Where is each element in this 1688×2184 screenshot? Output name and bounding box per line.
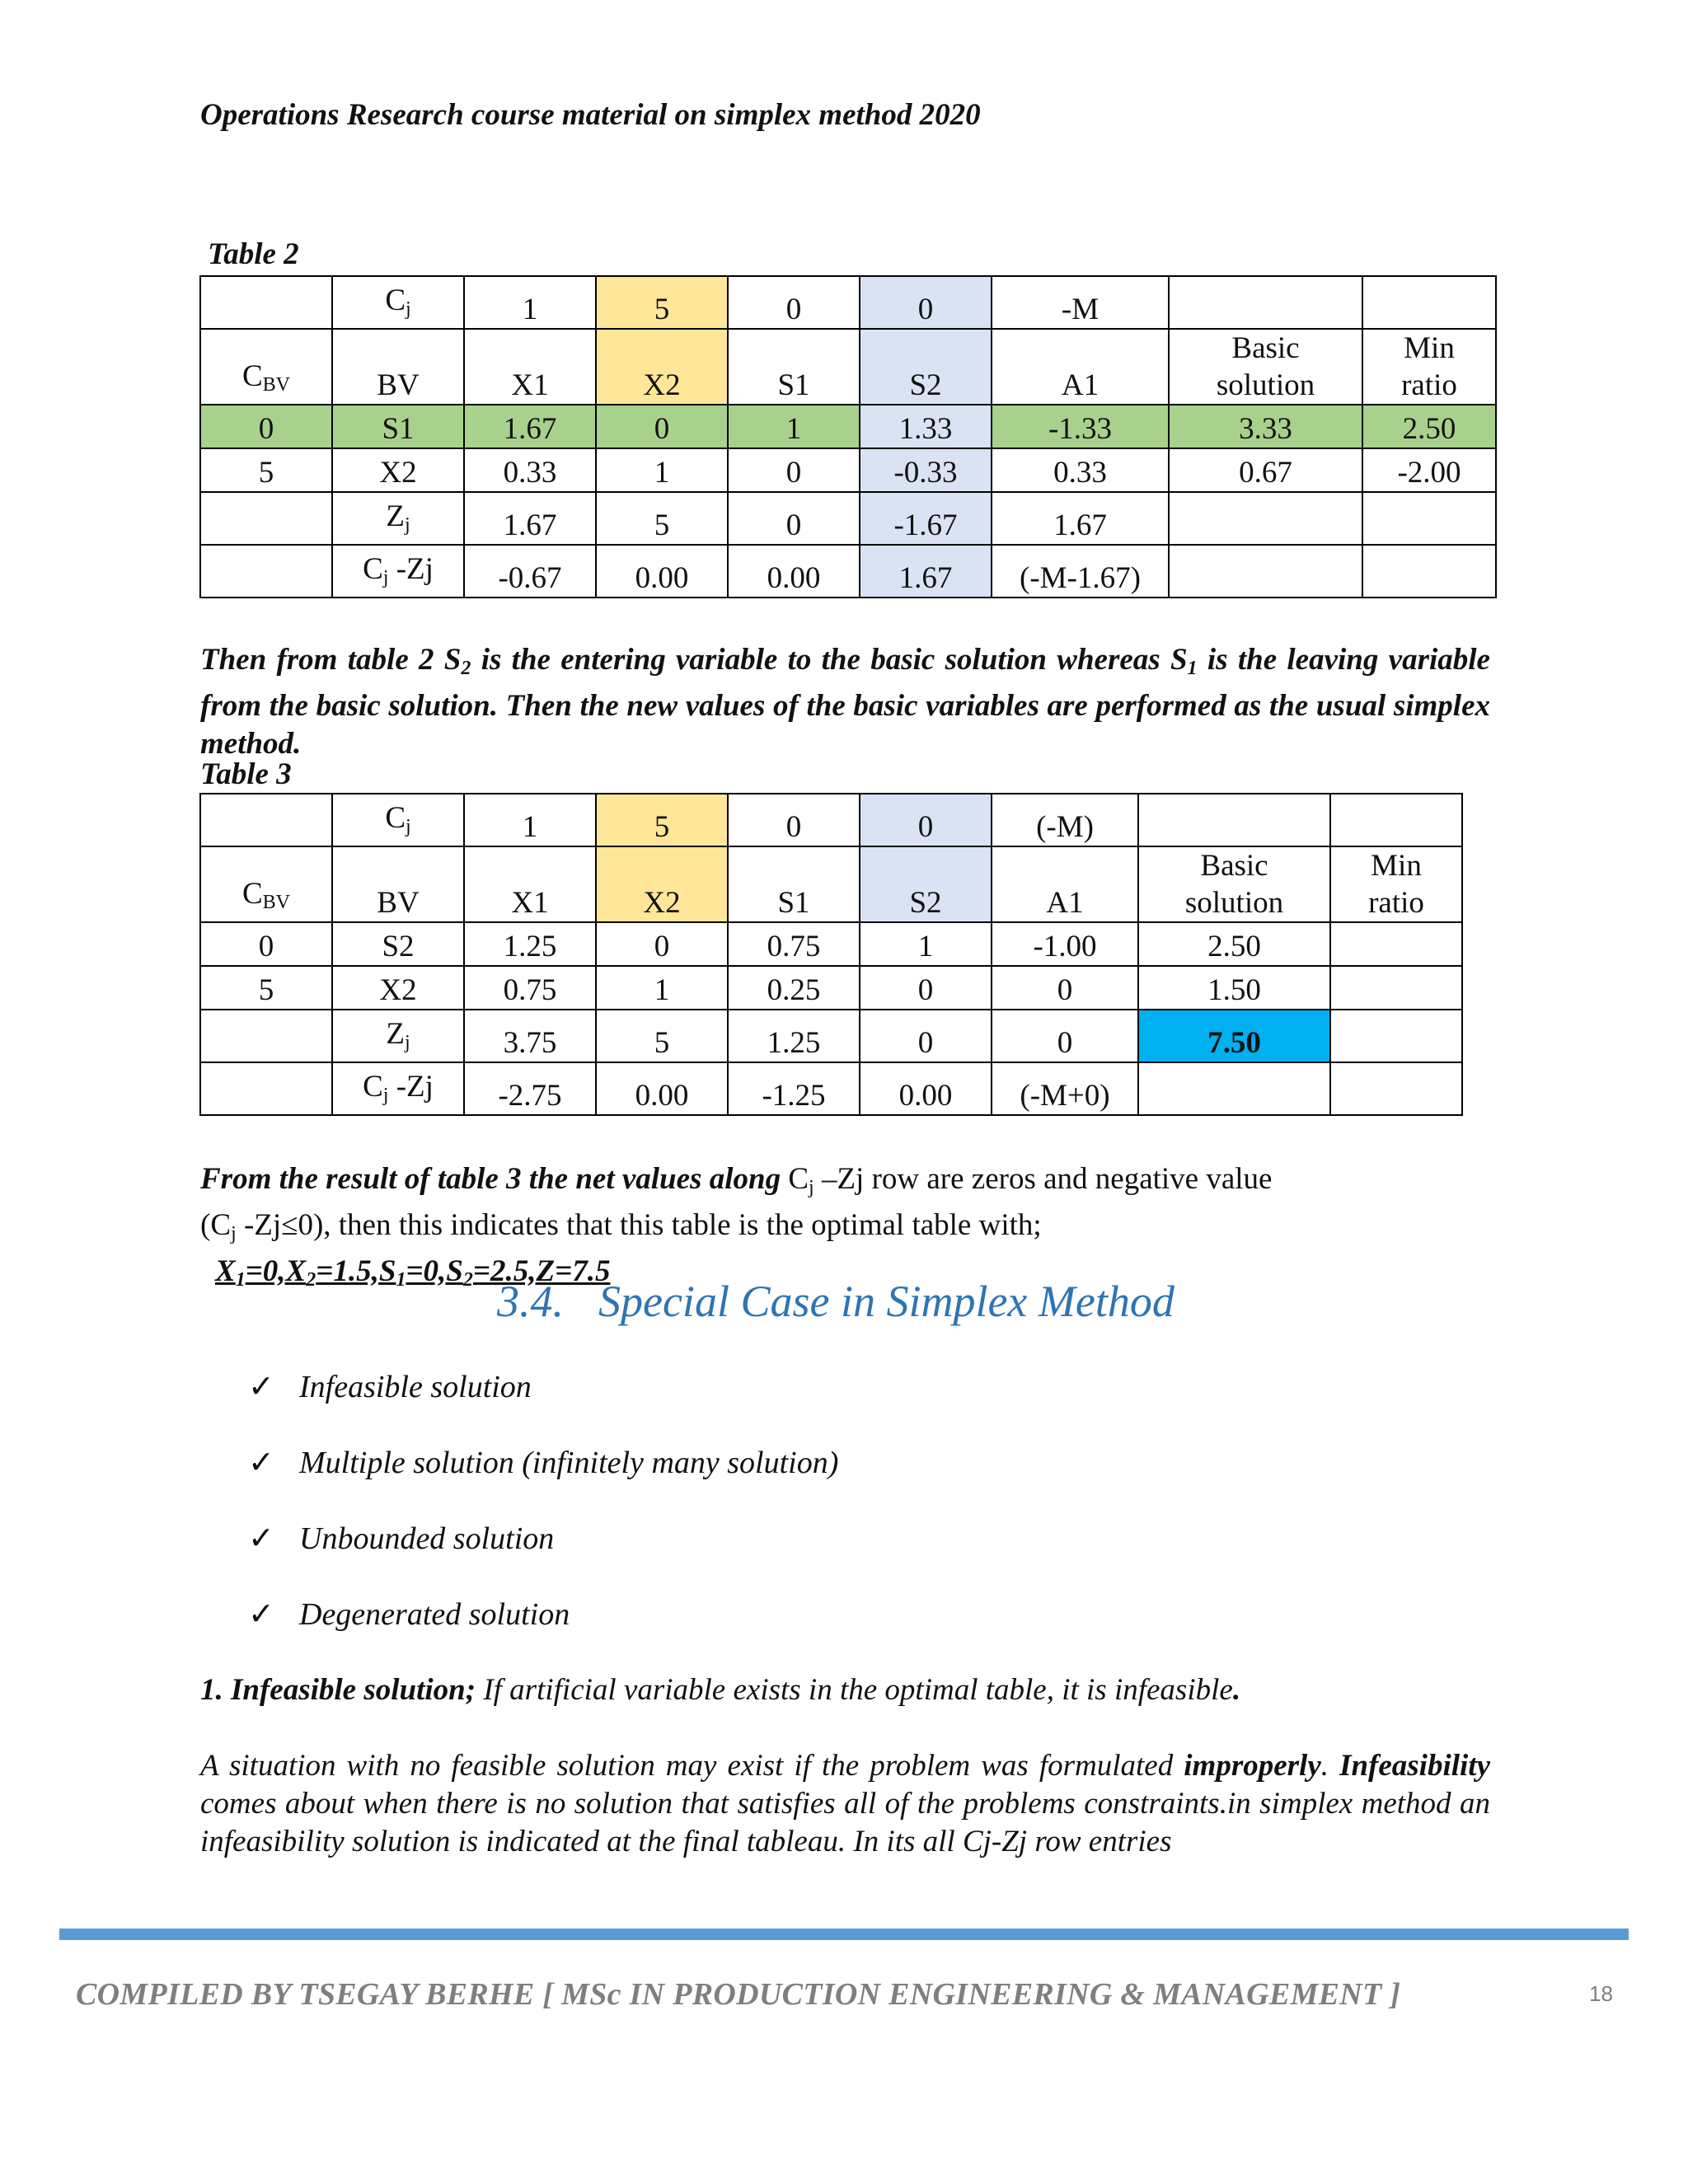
cell: S1: [728, 846, 860, 922]
cell: [200, 492, 332, 545]
cbv-header: $C_{BV}$: [200, 329, 332, 405]
cell: [1138, 794, 1330, 846]
page-number: 18: [1589, 1981, 1613, 2006]
cell: -2.00: [1362, 448, 1496, 492]
cell: [1330, 1062, 1462, 1115]
cell: 0.00: [728, 545, 860, 598]
cell: 0.67: [1169, 448, 1362, 492]
cell: S2: [332, 922, 464, 966]
cell: Basic solution: [1169, 329, 1362, 405]
check-icon: ✓: [248, 1597, 274, 1632]
cell: S1: [332, 405, 464, 448]
cell: -1.67: [860, 492, 992, 545]
footer-text: COMPILED BY TSEGAY BERHE [ MSc IN PRODUCTION ENGINEERING & MANAGEMENT ]: [76, 1977, 1401, 2012]
cbv-header: $C_{BV}$: [200, 846, 332, 922]
cell: S2: [860, 329, 992, 405]
cell: 0.33: [464, 448, 596, 492]
cell: 5: [200, 966, 332, 1010]
cell: 1.33: [860, 405, 992, 448]
check-icon: ✓: [248, 1521, 274, 1556]
list-item: ✓ Multiple solution (infinitely many solution): [248, 1446, 839, 1480]
cj-zj-row: [200, 545, 1496, 598]
table-row: [200, 405, 1496, 448]
cj-label: $C_j$: [332, 794, 464, 846]
cell: -0.33: [860, 448, 992, 492]
running-header: Operations Research course material on simplex method 2020: [200, 98, 981, 132]
cell: 0: [860, 966, 992, 1010]
cj-label: $C_j$: [332, 276, 464, 329]
cell: 0.25: [728, 966, 860, 1010]
cell: 0.00: [596, 545, 728, 598]
cell: -2.75: [464, 1062, 596, 1115]
cell: 0.00: [596, 1062, 728, 1115]
cell: 0: [728, 794, 860, 846]
cell: (-M-1.67): [992, 545, 1169, 598]
zj-row: [200, 1010, 1462, 1062]
cell: [1169, 545, 1362, 598]
cell: 5: [596, 492, 728, 545]
table-row: [200, 448, 1496, 492]
cell: [200, 276, 332, 329]
cell: [1330, 794, 1462, 846]
cell: 0: [200, 405, 332, 448]
zj-label: $Z_j$: [332, 492, 464, 545]
cell: Basic solution: [1138, 846, 1330, 922]
optimal-solution: $X_1=0,X_2=1.5,S_1=0,S_2=2.5,Z=7.5$: [215, 1254, 611, 1291]
cell: 0.00: [860, 1062, 992, 1115]
cell: -1.00: [992, 922, 1138, 966]
cell: 1: [464, 276, 596, 329]
footer-divider: [59, 1929, 1629, 1940]
zj-label: $Z_j$: [332, 1010, 464, 1062]
cell: 1: [860, 922, 992, 966]
cell: 0: [596, 922, 728, 966]
cell: 1.67: [464, 492, 596, 545]
cell: 0: [992, 1010, 1138, 1062]
cell: 1: [464, 794, 596, 846]
cj-row: [200, 794, 1462, 846]
paragraph-infeasibility: A situation with no feasible solution may exist if the problem was formulated improperly. Infeasibility comes about when there is no solution that satisfies all of the problems constraints.in simplex method an infeasibility solution is indicated at the final tableau. In its all Cj-Zj row entries: [200, 1749, 1491, 1858]
cell: 0: [860, 794, 992, 846]
cell: S1: [728, 329, 860, 405]
cell: [1330, 1010, 1462, 1062]
table2: [199, 275, 1497, 598]
cell: X2: [596, 329, 728, 405]
optimal-z-cell: 7.50: [1138, 1010, 1330, 1062]
cell: Min ratio: [1362, 329, 1496, 405]
infeasible-definition: 1. Infeasible solution; If artificial variable exists in the optimal table, it is infeasible.: [200, 1673, 1241, 1707]
header-row: [200, 329, 1496, 405]
cell: 0: [728, 492, 860, 545]
cj-row: [200, 276, 1496, 329]
cell: (-M): [992, 794, 1138, 846]
cj-zj-label: $C_j$ -Zj: [332, 1062, 464, 1115]
cell: Min ratio: [1330, 846, 1462, 922]
table3: [199, 793, 1463, 1116]
list-item: ✓ Infeasible solution: [248, 1370, 532, 1404]
check-icon: ✓: [248, 1446, 274, 1480]
list-item: ✓ Unbounded solution: [248, 1521, 555, 1556]
list-item: ✓ Degenerated solution: [248, 1597, 570, 1632]
cj-zj-row: [200, 1062, 1462, 1115]
table2-caption: Table 2: [208, 237, 299, 271]
cell: S2: [860, 846, 992, 922]
cell: 0.75: [728, 922, 860, 966]
cell: [1362, 492, 1496, 545]
cell: -M: [992, 276, 1169, 329]
header-row: [200, 846, 1462, 922]
cell: 0.75: [464, 966, 596, 1010]
cell: 3.75: [464, 1010, 596, 1062]
zj-row: [200, 492, 1496, 545]
cell: BV: [332, 846, 464, 922]
cell: 5: [200, 448, 332, 492]
cell: -0.67: [464, 545, 596, 598]
cell: 0.33: [992, 448, 1169, 492]
cell: 1: [596, 448, 728, 492]
cell: BV: [332, 329, 464, 405]
paragraph-entering-leaving: Then from table 2 $S_2$ is the entering variable to the basic solution whereas $S_1$ is the leaving variable from the basic solution. Then the new values of the basic variables are performed as the usual simplex method.: [200, 643, 1490, 761]
cell: 0: [596, 405, 728, 448]
cell: 1.25: [464, 922, 596, 966]
cell: 1.67: [992, 492, 1169, 545]
cell: 5: [596, 794, 728, 846]
cell: 0: [728, 448, 860, 492]
cell: X1: [464, 329, 596, 405]
cell: 1.50: [1138, 966, 1330, 1010]
table-row: [200, 922, 1462, 966]
section-heading: 3.4. Special Case in Simplex Method: [497, 1277, 1175, 1326]
check-icon: ✓: [248, 1370, 274, 1404]
cell: [200, 794, 332, 846]
cell: [200, 545, 332, 598]
cj-zj-label: $C_j$ -Zj: [332, 545, 464, 598]
cell: [1138, 1062, 1330, 1115]
cell: (-M+0): [992, 1062, 1138, 1115]
cell: A1: [992, 329, 1169, 405]
cell: [1362, 276, 1496, 329]
cell: [1169, 492, 1362, 545]
cell: [1330, 922, 1462, 966]
cell: 0: [860, 1010, 992, 1062]
cell: 2.50: [1138, 922, 1330, 966]
cell: [200, 1010, 332, 1062]
cell: X2: [332, 966, 464, 1010]
paragraph-optimal-result: From the result of table 3 the net values along $C_j$ –Zj row are zeros and negative value ($C_j$ -Zj≤0), then this indicates that this table is the optimal table with; $X_1=0,X_2=1.5,S_1=0,S_2=2.5,Z=7.5$: [200, 1160, 1490, 1299]
cell: [1330, 966, 1462, 1010]
cell: -1.33: [992, 405, 1169, 448]
cell: X2: [596, 846, 728, 922]
cell: 3.33: [1169, 405, 1362, 448]
table3-caption: Table 3: [200, 757, 292, 791]
cell: 2.50: [1362, 405, 1496, 448]
cell: 0: [200, 922, 332, 966]
cell: 1.67: [464, 405, 596, 448]
cell: 0: [728, 276, 860, 329]
cell: X2: [332, 448, 464, 492]
cell: 1.25: [728, 1010, 860, 1062]
cell: 1.67: [860, 545, 992, 598]
cell: 0: [860, 276, 992, 329]
cell: 5: [596, 276, 728, 329]
cell: 5: [596, 1010, 728, 1062]
cell: 0: [992, 966, 1138, 1010]
cell: X1: [464, 846, 596, 922]
cell: -1.25: [728, 1062, 860, 1115]
table-row: [200, 966, 1462, 1010]
cell: [1362, 545, 1496, 598]
cell: 1: [596, 966, 728, 1010]
cell: A1: [992, 846, 1138, 922]
cell: [200, 1062, 332, 1115]
cell: [1169, 276, 1362, 329]
cell: 1: [728, 405, 860, 448]
